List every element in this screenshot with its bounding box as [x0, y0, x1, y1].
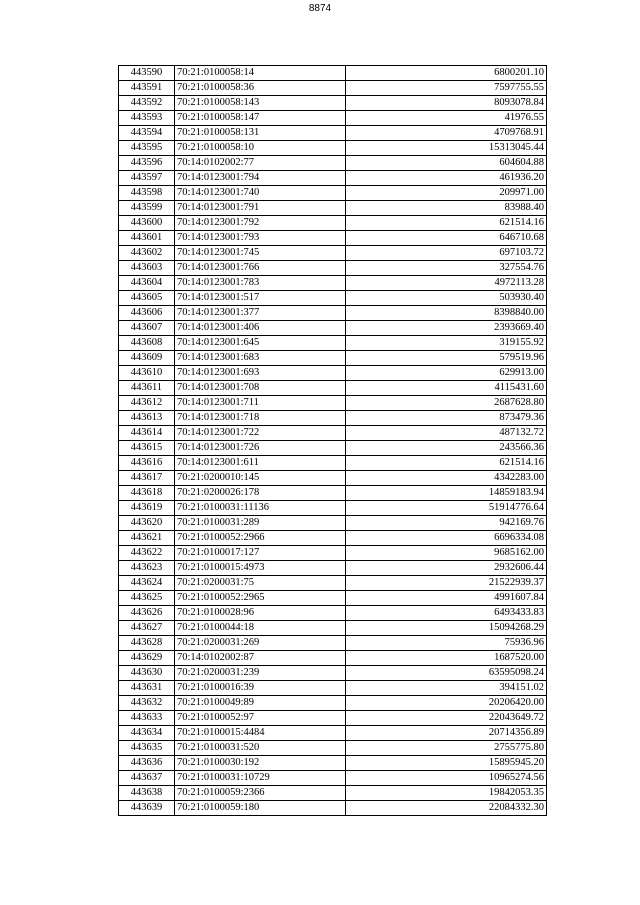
value-cell: 209971.00	[346, 186, 547, 201]
table-row	[119, 426, 547, 441]
cadastral-number-cell: 70:21:0100031:10729	[175, 771, 346, 786]
table-row	[119, 381, 547, 396]
value-cell: 8093078.84	[346, 96, 547, 111]
table-row	[119, 786, 547, 801]
table-row	[119, 141, 547, 156]
cadastral-number-cell: 70:14:0123001:718	[175, 411, 346, 426]
table-row	[119, 201, 547, 216]
table-row	[119, 411, 547, 426]
table-row	[119, 366, 547, 381]
value-cell: 9685162.00	[346, 546, 547, 561]
table-row	[119, 591, 547, 606]
table-row	[119, 801, 547, 816]
value-cell: 319155.92	[346, 336, 547, 351]
cadastral-number-cell: 70:21:0100015:4973	[175, 561, 346, 576]
table-row	[119, 81, 547, 96]
table-row	[119, 306, 547, 321]
table-row	[119, 441, 547, 456]
value-cell: 10965274.56	[346, 771, 547, 786]
value-cell: 20714356.89	[346, 726, 547, 741]
table-row	[119, 561, 547, 576]
value-cell: 8398840.00	[346, 306, 547, 321]
table-row	[119, 531, 547, 546]
table-row	[119, 516, 547, 531]
row-number-cell: 443590	[119, 66, 175, 81]
table-row	[119, 186, 547, 201]
cadastral-number-cell: 70:21:0100015:4484	[175, 726, 346, 741]
table-row	[119, 396, 547, 411]
cadastral-number-cell: 70:21:0200031:269	[175, 636, 346, 651]
value-cell: 503930.40	[346, 291, 547, 306]
row-number-cell: 443618	[119, 486, 175, 501]
row-number-cell: 443633	[119, 711, 175, 726]
cadastral-number-cell: 70:14:0123001:708	[175, 381, 346, 396]
row-number-cell: 443600	[119, 216, 175, 231]
cadastral-number-cell: 70:14:0123001:683	[175, 351, 346, 366]
row-number-cell: 443615	[119, 441, 175, 456]
cadastral-number-cell: 70:14:0123001:611	[175, 456, 346, 471]
value-cell: 621514.16	[346, 216, 547, 231]
cadastral-number-cell: 70:21:0100031:11136	[175, 501, 346, 516]
cadastral-number-cell: 70:21:0100058:36	[175, 81, 346, 96]
row-number-cell: 443636	[119, 756, 175, 771]
row-number-cell: 443621	[119, 531, 175, 546]
value-cell: 4991607.84	[346, 591, 547, 606]
page-number: 8874	[308, 3, 332, 14]
value-cell: 873479.36	[346, 411, 547, 426]
row-number-cell: 443637	[119, 771, 175, 786]
value-cell: 942169.76	[346, 516, 547, 531]
cadastral-number-cell: 70:21:0200026:178	[175, 486, 346, 501]
row-number-cell: 443602	[119, 246, 175, 261]
value-cell: 15895945.20	[346, 756, 547, 771]
cadastral-number-cell: 70:21:0100052:2966	[175, 531, 346, 546]
value-cell: 75936.96	[346, 636, 547, 651]
row-number-cell: 443606	[119, 306, 175, 321]
value-cell: 15094268.29	[346, 621, 547, 636]
row-number-cell: 443610	[119, 366, 175, 381]
value-cell: 22043649.72	[346, 711, 547, 726]
table-row	[119, 696, 547, 711]
table-row	[119, 501, 547, 516]
table-row	[119, 726, 547, 741]
cadastral-number-cell: 70:21:0100058:10	[175, 141, 346, 156]
table-row	[119, 471, 547, 486]
cadastral-number-cell: 70:21:0200010:145	[175, 471, 346, 486]
value-cell: 2687628.80	[346, 396, 547, 411]
table-row	[119, 66, 547, 81]
value-cell: 646710.68	[346, 231, 547, 246]
value-cell: 621514.16	[346, 456, 547, 471]
row-number-cell: 443631	[119, 681, 175, 696]
value-cell: 4709768.91	[346, 126, 547, 141]
table-row	[119, 741, 547, 756]
table-row	[119, 651, 547, 666]
registry-table-body	[119, 66, 547, 816]
row-number-cell: 443638	[119, 786, 175, 801]
row-number-cell: 443597	[119, 171, 175, 186]
value-cell: 7597755.55	[346, 81, 547, 96]
cadastral-number-cell: 70:14:0123001:377	[175, 306, 346, 321]
value-cell: 2755775.80	[346, 741, 547, 756]
table-row	[119, 666, 547, 681]
cadastral-number-cell: 70:14:0123001:722	[175, 426, 346, 441]
row-number-cell: 443609	[119, 351, 175, 366]
cadastral-number-cell: 70:21:0100058:131	[175, 126, 346, 141]
table-row	[119, 351, 547, 366]
value-cell: 487132.72	[346, 426, 547, 441]
row-number-cell: 443623	[119, 561, 175, 576]
table-row	[119, 156, 547, 171]
cadastral-number-cell: 70:21:0100028:96	[175, 606, 346, 621]
row-number-cell: 443595	[119, 141, 175, 156]
row-number-cell: 443626	[119, 606, 175, 621]
row-number-cell: 443605	[119, 291, 175, 306]
row-number-cell: 443614	[119, 426, 175, 441]
cadastral-number-cell: 70:14:0123001:783	[175, 276, 346, 291]
table-row	[119, 291, 547, 306]
row-number-cell: 443601	[119, 231, 175, 246]
row-number-cell: 443616	[119, 456, 175, 471]
cadastral-number-cell: 70:21:0100030:192	[175, 756, 346, 771]
cadastral-number-cell: 70:21:0100044:18	[175, 621, 346, 636]
cadastral-number-cell: 70:14:0123001:794	[175, 171, 346, 186]
row-number-cell: 443596	[119, 156, 175, 171]
row-number-cell: 443607	[119, 321, 175, 336]
value-cell: 394151.02	[346, 681, 547, 696]
row-number-cell: 443612	[119, 396, 175, 411]
row-number-cell: 443617	[119, 471, 175, 486]
value-cell: 6493433.83	[346, 606, 547, 621]
cadastral-number-cell: 70:14:0123001:406	[175, 321, 346, 336]
row-number-cell: 443630	[119, 666, 175, 681]
row-number-cell: 443592	[119, 96, 175, 111]
row-number-cell: 443627	[119, 621, 175, 636]
table-row	[119, 546, 547, 561]
table-row	[119, 456, 547, 471]
table-row	[119, 606, 547, 621]
value-cell: 243566.36	[346, 441, 547, 456]
value-cell: 83988.40	[346, 201, 547, 216]
table-row	[119, 756, 547, 771]
row-number-cell: 443603	[119, 261, 175, 276]
row-number-cell: 443624	[119, 576, 175, 591]
value-cell: 4115431.60	[346, 381, 547, 396]
table-row	[119, 771, 547, 786]
table-row	[119, 621, 547, 636]
table-row	[119, 231, 547, 246]
value-cell: 21522939.37	[346, 576, 547, 591]
value-cell: 461936.20	[346, 171, 547, 186]
cadastral-number-cell: 70:14:0123001:711	[175, 396, 346, 411]
cadastral-number-cell: 70:21:0200031:75	[175, 576, 346, 591]
cadastral-number-cell: 70:14:0102002:77	[175, 156, 346, 171]
value-cell: 4972113.28	[346, 276, 547, 291]
cadastral-number-cell: 70:21:0100049:89	[175, 696, 346, 711]
cadastral-number-cell: 70:14:0123001:693	[175, 366, 346, 381]
value-cell: 697103.72	[346, 246, 547, 261]
table-row	[119, 126, 547, 141]
cadastral-number-cell: 70:21:0100058:147	[175, 111, 346, 126]
cadastral-number-cell: 70:14:0123001:726	[175, 441, 346, 456]
row-number-cell: 443604	[119, 276, 175, 291]
row-number-cell: 443625	[119, 591, 175, 606]
row-number-cell: 443639	[119, 801, 175, 816]
value-cell: 15313045.44	[346, 141, 547, 156]
cadastral-number-cell: 70:21:0100031:289	[175, 516, 346, 531]
cadastral-number-cell: 70:14:0123001:740	[175, 186, 346, 201]
table-row	[119, 261, 547, 276]
value-cell: 63595098.24	[346, 666, 547, 681]
row-number-cell: 443622	[119, 546, 175, 561]
cadastral-number-cell: 70:21:0100016:39	[175, 681, 346, 696]
cadastral-number-cell: 70:14:0123001:792	[175, 216, 346, 231]
cadastral-number-cell: 70:21:0100059:180	[175, 801, 346, 816]
table-row	[119, 96, 547, 111]
cadastral-number-cell: 70:14:0102002:87	[175, 651, 346, 666]
table-row	[119, 111, 547, 126]
value-cell: 604604.88	[346, 156, 547, 171]
value-cell: 41976.55	[346, 111, 547, 126]
table-row	[119, 276, 547, 291]
cadastral-number-cell: 70:21:0100052:97	[175, 711, 346, 726]
row-number-cell: 443635	[119, 741, 175, 756]
row-number-cell: 443634	[119, 726, 175, 741]
row-number-cell: 443613	[119, 411, 175, 426]
value-cell: 6696334.08	[346, 531, 547, 546]
row-number-cell: 443632	[119, 696, 175, 711]
row-number-cell: 443629	[119, 651, 175, 666]
row-number-cell: 443628	[119, 636, 175, 651]
row-number-cell: 443608	[119, 336, 175, 351]
row-number-cell: 443611	[119, 381, 175, 396]
table-row	[119, 681, 547, 696]
cadastral-number-cell: 70:14:0123001:791	[175, 201, 346, 216]
value-cell: 22084332.30	[346, 801, 547, 816]
table-row	[119, 711, 547, 726]
cadastral-number-cell: 70:21:0100052:2965	[175, 591, 346, 606]
value-cell: 2393669.40	[346, 321, 547, 336]
value-cell: 579519.96	[346, 351, 547, 366]
table-row	[119, 246, 547, 261]
row-number-cell: 443619	[119, 501, 175, 516]
table-row	[119, 636, 547, 651]
value-cell: 2932606.44	[346, 561, 547, 576]
cadastral-number-cell: 70:14:0123001:745	[175, 246, 346, 261]
registry-table	[118, 65, 547, 816]
value-cell: 14859183.94	[346, 486, 547, 501]
row-number-cell: 443594	[119, 126, 175, 141]
table-row	[119, 171, 547, 186]
row-number-cell: 443593	[119, 111, 175, 126]
cadastral-number-cell: 70:21:0100058:143	[175, 96, 346, 111]
cadastral-number-cell: 70:21:0100017:127	[175, 546, 346, 561]
cadastral-number-cell: 70:14:0123001:517	[175, 291, 346, 306]
table-row	[119, 216, 547, 231]
table-row	[119, 486, 547, 501]
cadastral-number-cell: 70:14:0123001:793	[175, 231, 346, 246]
value-cell: 629913.00	[346, 366, 547, 381]
cadastral-number-cell: 70:14:0123001:766	[175, 261, 346, 276]
table-row	[119, 336, 547, 351]
value-cell: 6800201.10	[346, 66, 547, 81]
row-number-cell: 443620	[119, 516, 175, 531]
table-row	[119, 576, 547, 591]
row-number-cell: 443598	[119, 186, 175, 201]
cadastral-number-cell: 70:14:0123001:645	[175, 336, 346, 351]
table-row	[119, 321, 547, 336]
value-cell: 327554.76	[346, 261, 547, 276]
value-cell: 4342283.00	[346, 471, 547, 486]
value-cell: 19842053.35	[346, 786, 547, 801]
cadastral-number-cell: 70:21:0100031:520	[175, 741, 346, 756]
value-cell: 1687520.00	[346, 651, 547, 666]
row-number-cell: 443591	[119, 81, 175, 96]
value-cell: 20206420.00	[346, 696, 547, 711]
value-cell: 51914776.64	[346, 501, 547, 516]
row-number-cell: 443599	[119, 201, 175, 216]
cadastral-number-cell: 70:21:0100058:14	[175, 66, 346, 81]
cadastral-number-cell: 70:21:0200031:239	[175, 666, 346, 681]
cadastral-number-cell: 70:21:0100059:2366	[175, 786, 346, 801]
